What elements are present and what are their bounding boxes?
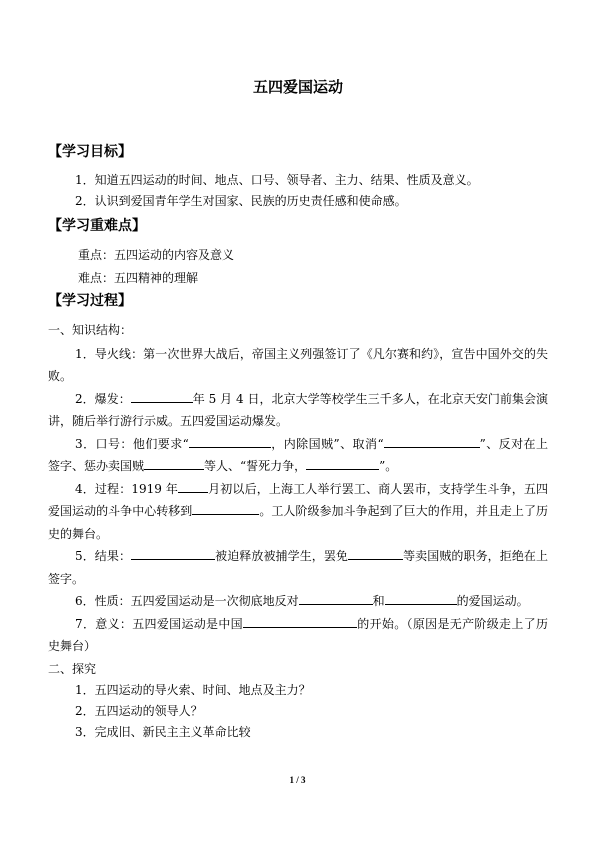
process-heading: 【学习过程】 xyxy=(48,293,132,309)
knowledge-item-outbreak xyxy=(48,388,548,433)
key-point-item: 重点：五四运动的内容及意义 xyxy=(78,248,235,262)
knowledge-item-slogans xyxy=(48,433,548,478)
page-number: 1 / 3 xyxy=(289,775,306,785)
fill-in-blank xyxy=(178,481,208,493)
item-text: 5．结果： xyxy=(75,549,132,563)
item-text: 3．口号：他们要求“ xyxy=(75,436,189,451)
item-text: ”、反对在上签字、惩办卖国贼 xyxy=(48,436,548,473)
fill-in-blank xyxy=(131,391,193,403)
goals-heading: 【学习目标】 xyxy=(48,144,132,160)
item-text: 被迫释放被捕学生，罢免 xyxy=(215,549,349,563)
item-text: ，内除国贼”、取消“ xyxy=(270,436,384,451)
knowledge-structure-list xyxy=(48,343,548,658)
item-text: 月初以后，上海工人举行罢工、商人罢市，支持学生斗争，五四爱国运动的斗争中心转移到 xyxy=(48,481,548,518)
item-text: 2．爆发： xyxy=(75,391,131,406)
knowledge-structure-title: 一、知识结构： xyxy=(48,323,133,337)
item-text: 等人、“誓死力争， xyxy=(204,459,307,473)
knowledge-item-nature xyxy=(48,590,548,613)
item-text: 等卖国贼的职务，拒绝在上签字。 xyxy=(48,549,548,586)
fill-in-blank xyxy=(131,548,215,560)
explore-list xyxy=(48,680,548,743)
explore-item: 2．五四运动的领导人？ xyxy=(75,704,203,718)
fill-in-blank xyxy=(299,593,373,605)
key-points-list xyxy=(48,244,548,290)
page-content xyxy=(48,0,548,743)
knowledge-item-trigger xyxy=(48,343,548,388)
item-text: 的爱国运动。 xyxy=(456,594,529,608)
key-points-heading: 【学习重难点】 xyxy=(48,218,146,234)
explore-item: 1．五四运动的导火索、时间、地点及主力？ xyxy=(75,683,311,697)
knowledge-item-process xyxy=(48,478,548,546)
fill-in-blank xyxy=(189,436,271,448)
item-text: 6．性质：五四爱国运动是一次彻底地反对 xyxy=(75,594,299,608)
fill-in-blank xyxy=(243,616,357,628)
fill-in-blank xyxy=(384,436,480,448)
item-text: 7．意义：五四爱国运动是中国 xyxy=(75,616,243,631)
item-text: 和 xyxy=(372,594,385,608)
item-text: 4．过程：1919 年 xyxy=(75,481,178,496)
fill-in-blank xyxy=(144,458,204,470)
goals-list xyxy=(48,170,548,212)
item-text: 。工人阶级参加斗争起到了巨大的作用，并且走上了历史的舞台。 xyxy=(48,504,548,541)
goal-item: 2．认识到爱国青年学生对国家、民族的历史责任感和使命感。 xyxy=(75,194,407,208)
goal-item: 1．知道五四运动的时间、地点、口号、领导者、主力、结果、性质及意义。 xyxy=(75,173,479,187)
item-text: ”。 xyxy=(379,459,398,473)
document-title: 五四爱国运动 xyxy=(252,78,343,96)
fill-in-blank xyxy=(348,548,403,560)
explore-item: 3．完成旧、新民主主义革命比较 xyxy=(75,725,251,739)
knowledge-item-result xyxy=(48,545,548,590)
explore-title: 二、探究 xyxy=(48,661,97,676)
difficult-point-item: 难点：五四精神的理解 xyxy=(78,271,199,285)
fill-in-blank xyxy=(385,593,457,605)
fill-in-blank xyxy=(306,458,379,470)
item-text: 年 5 月 4 日，北京大学等校学生三千多人，在北京天安门前集会演讲，随后举行游行示威。五四爱国运动爆发。 xyxy=(48,391,549,428)
fill-in-blank xyxy=(192,503,259,515)
knowledge-item-significance xyxy=(48,613,548,658)
item-text: 1．导火线：第一次世界大战后，帝国主义列强签订了《凡尔赛和约》，宣告中国外交的失败。 xyxy=(48,346,548,383)
item-text: 的开始。（原因是无产阶级走上了历史舞台） xyxy=(48,616,548,653)
